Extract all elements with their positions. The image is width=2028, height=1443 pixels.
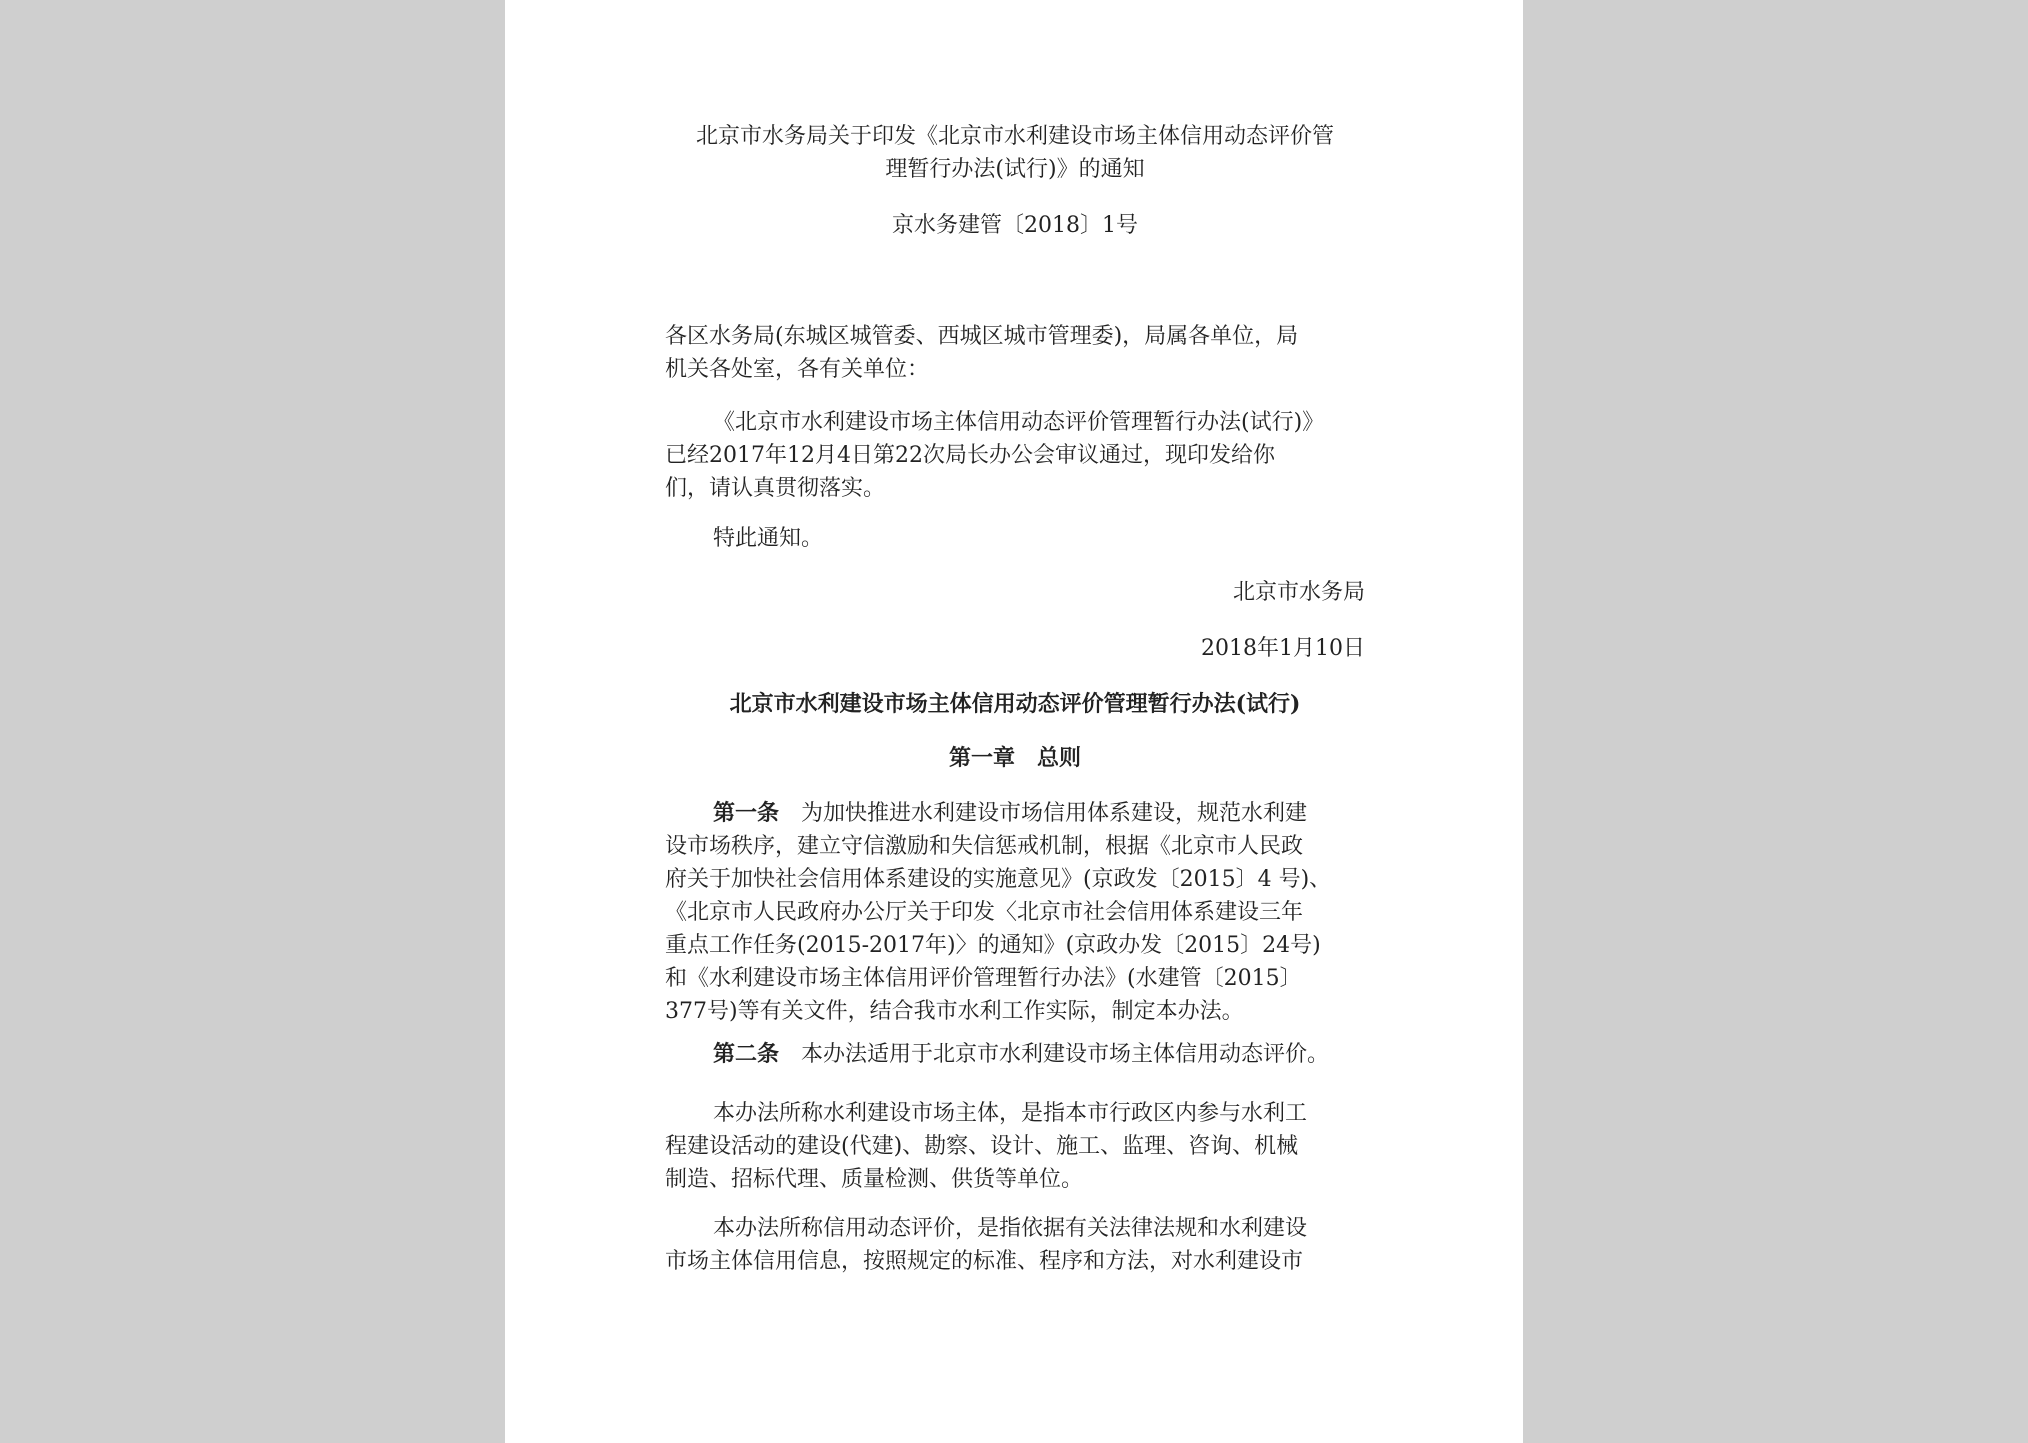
- article-2: [665, 1038, 1365, 1071]
- article-text: 本办法适用于北京市水利建设市场主体信用动态评价。: [801, 1042, 1330, 1067]
- subjects-paragraph: [665, 1097, 1365, 1196]
- notice-title: [665, 120, 1365, 186]
- article-label: 第一条: [713, 800, 780, 826]
- paragraph-line: 程建设活动的建设(代建)、勘察、设计、施工、监理、咨询、机械: [665, 1134, 1299, 1159]
- article-label: 第二条: [713, 1041, 780, 1067]
- measures-title: 北京市水利建设市场主体信用动态评价管理暂行办法(试行): [729, 691, 1301, 717]
- paragraph-line: 《北京市水利建设市场主体信用动态评价管理暂行办法(试行)》: [713, 410, 1325, 435]
- addressee-line: 机关各处室，各有关单位：: [665, 357, 930, 382]
- signature: 北京市水务局: [1232, 580, 1365, 605]
- paragraph-line: 本办法所称信用动态评价，是指依据有关法律法规和水利建设: [713, 1216, 1308, 1241]
- paragraph-line: 府关于加快社会信用体系建设的实施意见》(京政发〔2015〕4 号)、: [665, 867, 1332, 892]
- paragraph-line: 重点工作任务(2015-2017年)〉的通知》(京政办发〔2015〕24号): [665, 933, 1321, 958]
- article-1: [665, 797, 1365, 1028]
- notice-body-paragraph: [665, 406, 1365, 505]
- paragraph-line: 们，请认真贯彻落实。: [665, 476, 886, 501]
- paragraph-line: 制造、招标代理、质量检测、供货等单位。: [665, 1167, 1084, 1192]
- evaluation-paragraph: [665, 1212, 1365, 1278]
- article-text: 为加快推进水利建设市场信用体系建设，规范水利建: [801, 801, 1308, 826]
- document-page: [505, 0, 1523, 1443]
- paragraph-line: 市场主体信用信息，按照规定的标准、程序和方法，对水利建设市: [665, 1249, 1304, 1274]
- addressee: [665, 320, 1365, 386]
- document-number: 京水务建管〔2018〕1号: [892, 213, 1138, 238]
- notice-title-line: 北京市水务局关于印发《北京市水利建设市场主体信用动态评价管: [695, 124, 1334, 149]
- paragraph-line: 已经2017年12月4日第22次局长办公会审议通过，现印发给你: [665, 443, 1275, 468]
- paragraph-line: 本办法所称水利建设市场主体，是指本市行政区内参与水利工: [713, 1101, 1308, 1126]
- issue-date: 2018年1月10日: [1201, 636, 1365, 661]
- paragraph-line: 《北京市人民政府办公厅关于印发〈北京市社会信用体系建设三年: [665, 900, 1304, 925]
- paragraph-line: 377号)等有关文件，结合我市水利工作实际，制定本办法。: [665, 999, 1244, 1024]
- chapter-title: 第一章 总则: [948, 745, 1081, 771]
- notice-title-line: 理暂行办法(试行)》的通知: [885, 157, 1145, 182]
- paragraph-line: 设市场秩序，建立守信激励和失信惩戒机制，根据《北京市人民政: [665, 834, 1304, 859]
- paragraph-line: [665, 797, 1365, 830]
- closing-line: 特此通知。: [713, 526, 824, 551]
- addressee-line: 各区水务局(东城区城管委、西城区城市管理委)，局属各单位，局: [665, 324, 1299, 349]
- paragraph-line: 和《水利建设市场主体信用评价管理暂行办法》(水建管〔2015〕: [665, 966, 1302, 991]
